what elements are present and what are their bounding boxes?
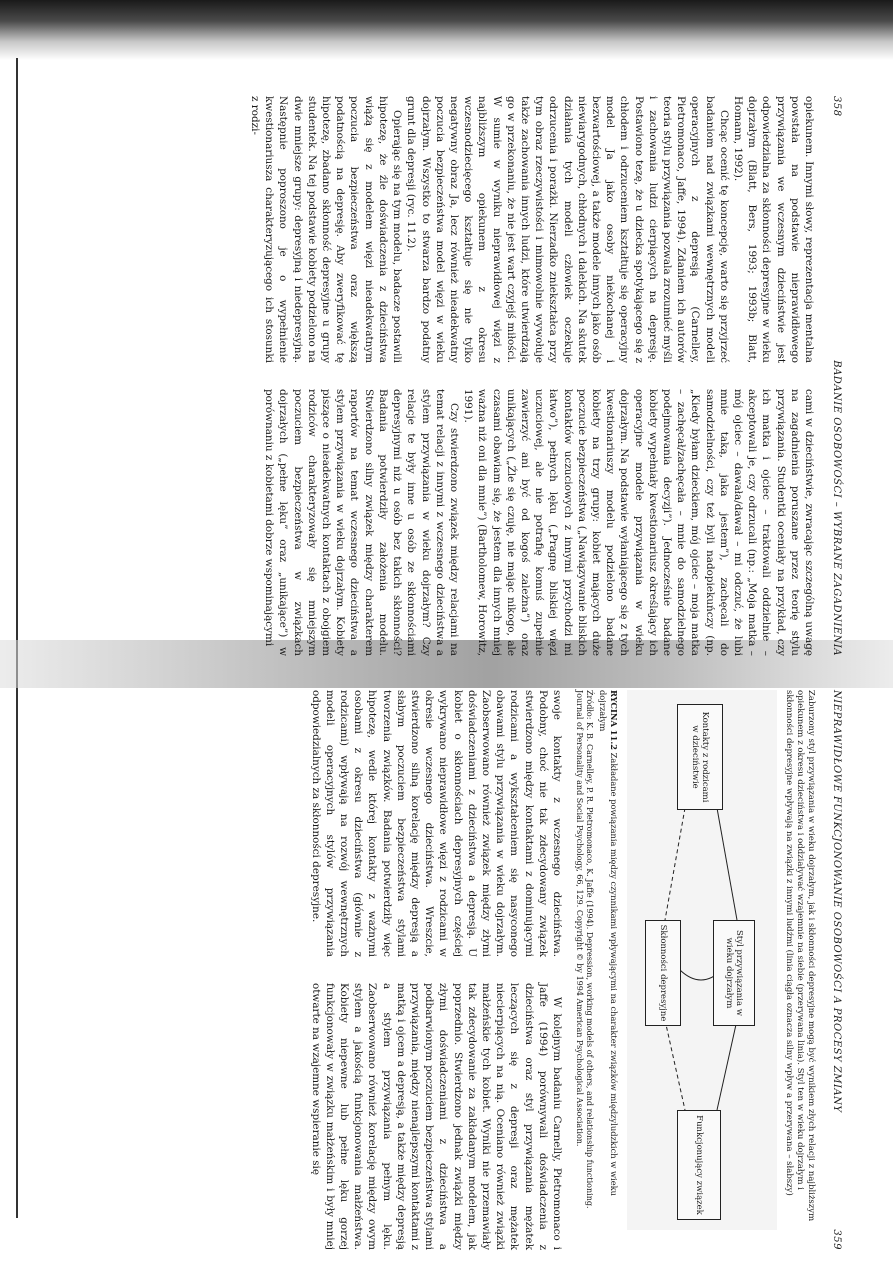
paragraph: Chcąc ocenić tę koncepcję, warto się przyjrzeć badaniom nad związkami wewnętrznych modeli operacyjnych z depresją (Carnelley, Pietromonaco, Jaffe, 1994). Zdaniem ich autorów teoria stylu przywiązania pozwala zrozumieć myśli i zachowania ludzi cierpiących na depresję. Postawiono tezę, że u dziecka spotykającego się z chłodem i odrzuceniem kształtuje się operacyjny model Ja jako osoby niekochanej i bezwartościowej, a także modele innych jako osób niewiarygodnych, chłodnych i dalekich. Na skutek działania tych modeli człowiek oczekuje odrzucenia i porażki. Nierzadko zniekształca przy tym obraz rzeczywistości i mimowolnie wywołuje także zachowania innych ludzi, które utwierdzają go w przekonaniu, że nie jest wart czyjejś miłości. W sumie w wyniku nieprawidłowej więzi z najbliższym opiekunem z okresu wczesnodziecięcego kształtuje się nie tylko negatywny obraz Ja, lecz również nieadekwatny poczucia bezpieczeństwa model więzi w wieku dojrzałym. Wszystko to stwarza bardzo podatny grunt dla depresji (ryc. 11.2).	[405, 96, 730, 363]
page-359	[62, 690, 842, 1250]
figure-source: Źródło: K. B. Carnelley, P. R. Pietromonaco, K. Jaffe (1994). Depression, working models of others, and relationship functioning. Journal of Personality and Social Psychology, 66, 129. Copyright © by 1994 American Psychological Association.	[575, 690, 594, 1209]
figure-caption	[598, 690, 619, 1230]
running-head-row	[824, 690, 842, 1250]
paragraph: Czy stwierdzono związek między relacjami na temat relacji z innymi z wczesnego dzieciństwa a stylem przywiązania w wieku dojrzałym? Czy relacje te były inne u osób ze skłonnościami depresyjnymi niż u osób bez takich skłonności? Badania potwierdziły założenia modelu. Stwierdzono silny związek między charakterem raportów na temat wczesnego dzieciństwa a stylem przywiązania w wieku dojrzałym. Kobiety piszące o nieadekwatnych kontaktach z obojgiem rodziców charakteryzowały się mniejszym poczuciem bezpieczeństwa w związkach dojrzałych („pełne lęku” oraz „unikające”) w porównaniu z kobietami dobrze wspominającymi	[263, 389, 460, 656]
arrow-solid	[717, 808, 737, 920]
text-columns	[308, 690, 564, 1250]
caption-label: RYCINA 11.2	[609, 690, 619, 751]
page-number: 359	[831, 1229, 842, 1250]
running-head: NIEPRAWIDŁOWE FUNKCJONOWANIE OSOBOWOŚCI A PROCESY ZMIANY	[831, 690, 842, 1113]
text-column-2	[248, 389, 816, 656]
running-head: BADANIE OSOBOWOŚCI – WYBRANE ZAGADNIENIA	[831, 360, 842, 656]
caption-text: Zakładane powiązania między czynnikami wpływającymi na charakter związków międzyludzkich w wieku dojrzałym	[598, 690, 619, 1196]
page-edge-rule	[16, 58, 18, 1218]
figure-11-2	[574, 690, 816, 1230]
figure-note: Zaburzony styl przywiązania w wieku dojrzałym, jak i skłonności depresyjne mogą być wynikiem złych relacji z najbliższym opiekunem z okresu dzieciństwa i oddziaływać wzajemnie na siebie (przerywana linia). Styl ten w wieku dojrzałym i skłonności depresyjne wpływają na związki z innymi ludźmi (linia ciągła oznacza silny wpływ a przerywana – słabszy)	[784, 690, 816, 1222]
page-number: 358	[831, 96, 842, 117]
text-column-1	[248, 96, 816, 363]
text-column-1	[308, 690, 564, 957]
running-head-row	[824, 96, 842, 656]
arrow-dashed	[665, 1020, 685, 1110]
box-attachment-style: Styl przywiązania w wieku dojrzałym	[713, 920, 755, 1026]
scan-edge-shadow	[0, 0, 893, 60]
box-parents: Kontakty z rodzicami w dzieciństwie	[677, 704, 723, 810]
arrow-solid	[717, 1020, 737, 1110]
paragraph: cami w dzieciństwie, zwracając szczególną uwagę na zagadnienia poruszane przez teorię stylu przywiązania. Studentki oceniały na przykład, czy ich matka i ojciec – traktowali oddzielnie – akceptowali je, czy odrzucali (np.: „Moja matka – mój ojciec – dawała/dawał – mi odczuć, że lubi mnie taką, jaka jestem”), zachęcali do samodzielności, czy też byli nadopiekuńczy (np. „Kiedy byłam dzieckiem, mój ojciec – moja matka – zachęcał/zachęcała – mnie do samodzielnego podejmowania decyzji”). Jednocześnie badane kobiety wypełniały kwestionariusz określający ich operacyjne modele przywiązania w wieku dojrzałym. Na podstawie wyłaniającego się z tych kwestionariuszy modelu podzielono badane kobiety na trzy grupy: kobiet mających duże poczucie bezpieczeństwa („Nawiązywanie bliskich kontaktów uczuciowych z innymi przychodzi mi łatwo”), pełnych lęku („Pragnę bliskiej więzi uczuciowej, ale nie potrafię komuś zupełnie zawierzyć ani być od kogoś zależna”) oraz unikających („Źle się czuję, nie mając nikogo, ale czasami obawiam się, że jestem dla innych mniej ważna niż oni dla mnie”) (Bartholomew, Horowitz, 1991).	[462, 389, 815, 656]
text-column-2	[308, 983, 564, 1250]
page-358	[62, 96, 842, 656]
paragraph: Opierając się na tym modelu, badacze postawili hipotezę, że źle doświadczenia z dzieciństwa wiążą się z modelem więzi nieadekwatnym poczucia bezpieczeństwa oraz większą podatnością na depresję. Aby zweryfikować tę hipotezę, zbadano skłonność depresyjne u grupy studentek. Na tej podstawie kobiety podzielono na dwie mniejsze grupy: depresyjną i niedepresyjną. Następnie poproszono je o wypełnienie kwestionariusza charakteryzującego ich stosunki z rodzi-	[249, 96, 404, 363]
box-depression: Skłonności depresyjne	[645, 920, 681, 1026]
paragraph: W kolejnym badaniu Carnelly, Pietromonaco i Jaffe (1994) porównywali doświadczenia z dzieciństwa oraz styl przywiązania mężatek leczących się z depresji oraz mężatek niecierpiących na nią. Oceniano również związki małżeńskie tych kobiet. Wyniki nie przemawiały tak zdecydowanie za zakładanym modelem, jak poprzednio. Stwierdzono jednak związki między złymi doświadczeniami z dzieciństwa a podbarwionym poczuciem bezpieczeństwa stylami przywiązania, między nienajlepszymi kontaktami z matką i ojcem a depresją, a także między depresją a stylem przywiązania pełnym lęku. Zaobserwowano również korelację między owym stylem a jakością funkcjonowania małżeństwa. Kobiety niepewne lub pełne lęku gorzej funkcjonowały w związku małżeńskim i były mniej otwarte na wzajemne wspieranie się	[309, 983, 563, 1250]
arrow-dashed	[665, 808, 685, 920]
relationship-diagram	[627, 690, 777, 1230]
paragraph: opiekunem. Innymi słowy, reprezentacja mentalna powstała na podstawie nieprawidłowego przywiązania we wczesnym dzieciństwie jest odpowiedzialna za skłonności depresyjne w wieku dojrzałym (Blatt, Bers, 1993; 1993b; Blatt, Homann, 1992).	[731, 96, 815, 363]
text-columns	[248, 96, 816, 656]
paragraph: swoje kontakty z wczesnego dzieciństwa. Podobny, choć nie tak zdecydowany związek stwierdzono między kontaktami z dominującymi rodzicami a wykształceniem się nasyconego obawami stylu przywiązania w wieku dojrzałym. Zaobserwowano również związek między złymi doświadczeniami z dzieciństwa a depresją. U kobiet o skłonnościach depresyjnych częściej wykrywano nieprawidłowe więzi z rodzicami w okresie wczesnego dzieciństwa. Wreszcie, stwierdzono silną korelację między depresją a słabym poczuciem bezpieczeństwa stylami tworzenia związków. Badania potwierdziły więc hipotezę, wedle której kontakty z ważnymi osobami z okresu dzieciństwa (głównie z rodzicami) wpływają na rozwój wewnętrznych modeli operacyjnych stylów przywiązania odpowiedzialnych za skłonności depresyjne.	[309, 690, 563, 957]
box-relationship: Funkcjonujący związek	[677, 1110, 721, 1220]
